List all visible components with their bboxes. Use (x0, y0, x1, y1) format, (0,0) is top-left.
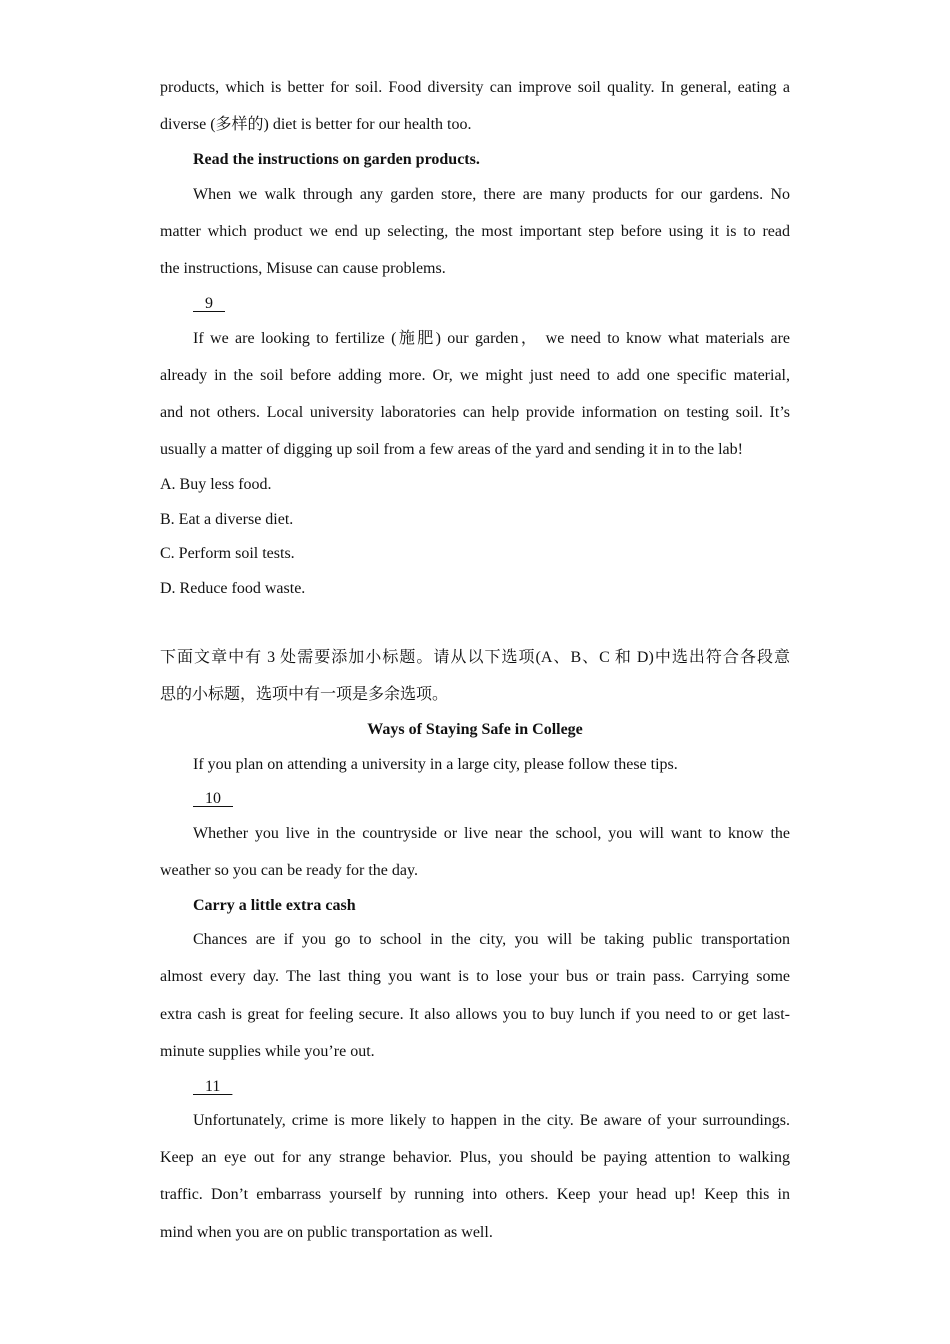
option-b: B. Eat a diverse diet. (160, 511, 294, 528)
paragraph-line: Keep an eye out for any strange behavior. Plus, you should be paying attention to walking (160, 1149, 790, 1166)
paragraph-line: mind when you are on public transportation as well. (160, 1224, 493, 1241)
paragraph-line: matter which product we end up selecting, the most important step before using it is to read (160, 223, 790, 240)
answer-blank-9: 9 (193, 295, 225, 312)
paragraph-line: traffic. Don’t embarrass yourself by running into others. Keep your head up! Keep this in (160, 1186, 790, 1203)
paragraph-line: products, which is better for soil. Food diversity can improve soil quality. In general, eating a (160, 79, 790, 96)
option-d: D. Reduce food waste. (160, 580, 306, 597)
subheading-cash: Carry a little extra cash (193, 897, 356, 914)
paragraph-line: almost every day. The last thing you want is to lose your bus or train pass. Carrying some (160, 968, 790, 985)
paragraph-line: diverse (多样的) diet is better for our health too. (160, 116, 472, 133)
paragraph-line: Unfortunately, crime is more likely to happen in the city. Be aware of your surroundings. (193, 1112, 790, 1129)
paragraph-line: extra cash is great for feeling secure. It also allows you to buy lunch if you need to or get last- (160, 1006, 790, 1023)
paragraph-line: minute supplies while you’re out. (160, 1043, 375, 1060)
instructions-line: 思的小标题，选项中有一项是多余选项。 (160, 686, 449, 703)
answer-blank-11: 11 (193, 1078, 233, 1095)
option-c: C. Perform soil tests. (160, 545, 295, 562)
paragraph-line: weather so you can be ready for the day. (160, 862, 418, 879)
paragraph-line: Chances are if you go to school in the city, you will be taking public transportation (193, 931, 790, 948)
subheading-garden: Read the instructions on garden products. (193, 151, 480, 168)
paragraph-line: and not others. Local university laboratories can help provide information on testing soil. It’s (160, 404, 790, 421)
intro-line: If you plan on attending a university in a large city, please follow these tips. (193, 756, 678, 773)
paragraph-line: Whether you live in the countryside or live near the school, you will want to know the (193, 825, 790, 842)
instructions-line: 下面文章中有 3 处需要添加小标题。请从以下选项(A、B、C 和 D)中选出符合各段意 (160, 649, 790, 666)
answer-blank-10: 10 (193, 790, 233, 807)
passage-title: Ways of Staying Safe in College (367, 721, 583, 738)
option-a: A. Buy less food. (160, 476, 272, 493)
paragraph-line: already in the soil before adding more. Or, we might just need to add one specific material, (160, 367, 790, 384)
paragraph-line: usually a matter of digging up soil from a few areas of the yard and sending it in to the lab! (160, 441, 743, 458)
paragraph-line: the instructions, Misuse can cause problems. (160, 260, 446, 277)
paragraph-line: When we walk through any garden store, there are many products for our gardens. No (193, 186, 790, 203)
paragraph-line: If we are looking to fertilize (施肥) our garden， we need to know what materials are (193, 330, 790, 347)
